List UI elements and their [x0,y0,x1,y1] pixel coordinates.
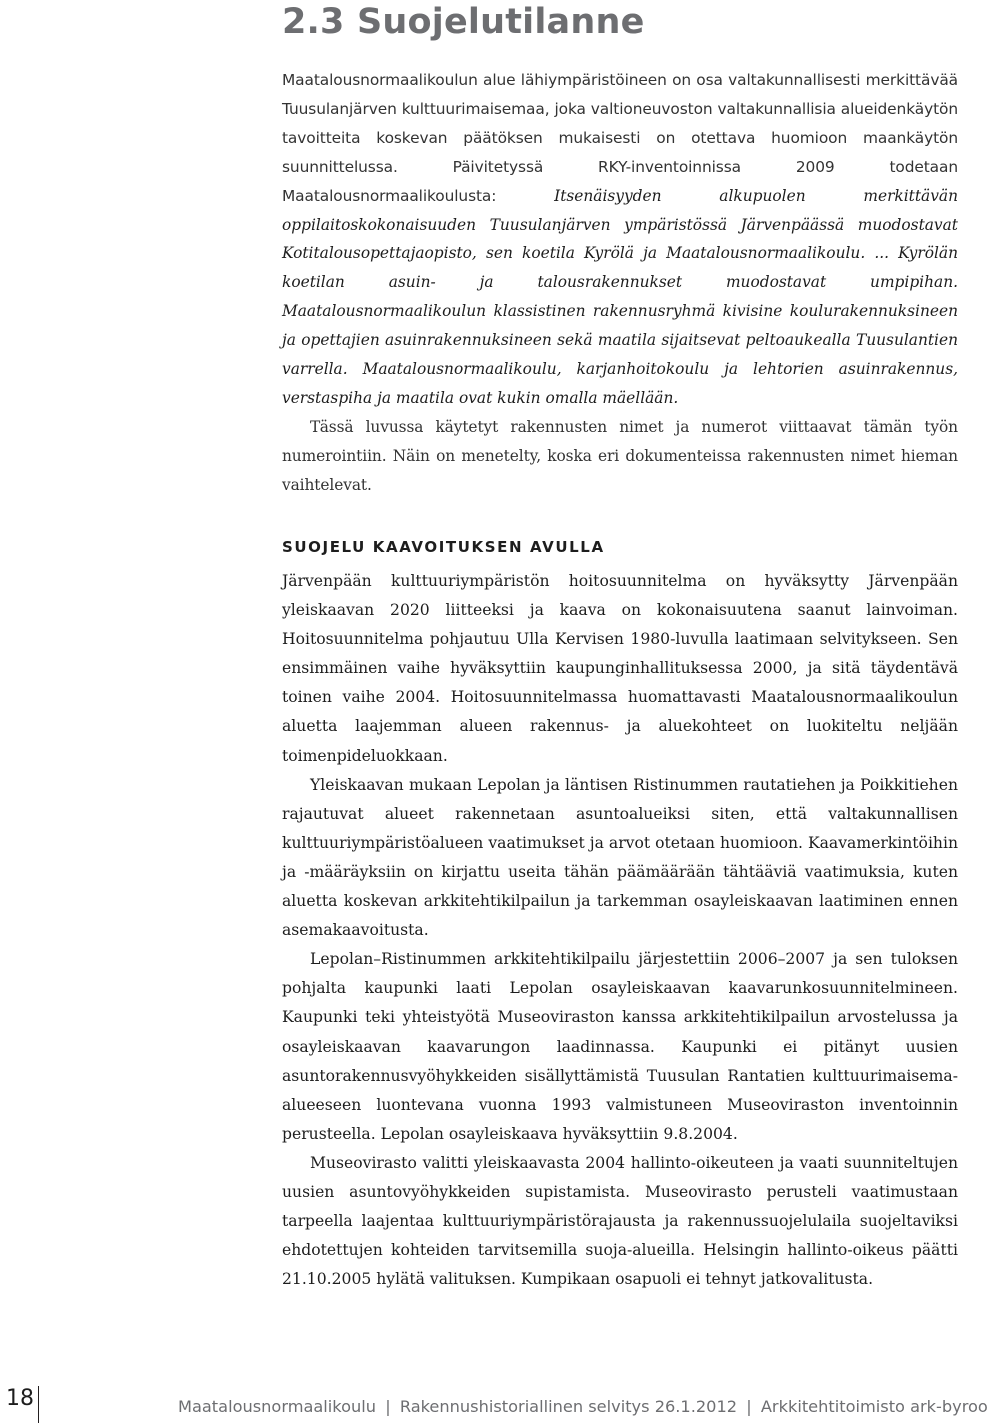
footer-report-title: Rakennushistoriallinen selvitys 26.1.2012 [399,1397,738,1416]
section-paragraph: Lepolan–Ristinummen arkkitehtikilpailu järjestettiin 2006–2007 ja sen tuloksen pohjalta kaupunki laati Lepolan osayleiskaavan kaavarunkosuunnitelmineen. Kaupunki teki yhteistyötä Museoviraston kanssa arkkitehtikilpailun arvostelussa ja osayleiskaavan kaavarungon laadinnassa. Kaupunki ei pitänyt uusien asuntorakennusvyöhykkeiden sisällyttämistä Tuusulan Rantatien kulttuurimaisema-alueeseen luontevana vuonna 1993 valmistuneen Museoviraston inventoinnin perusteella. Lepolan osayleiskaava hyväksyttiin 9.8.2004. [282,950,958,1143]
intro-paragraph [282,66,958,413]
section-paragraph: Järvenpään kulttuuriympäristön hoitosuunnitelma on hyväksytty Järvenpään yleiskaavan 2020 liitteeksi ja kaava on kokonaisuutena saanut lainvoiman. Hoitosuunnitelma pohjautuu Ulla Kervisen 1980-luvulla laatimaan selvitykseen. Sen ensimmäinen vaihe hyväksyttiin kaupunginhallituksessa 2000, ja sitä täydentävä toinen vaihe 2004. Hoitosuunnitelmassa huomattavasti Maatalousnormaalikoulun aluetta laajemman alueen rakennus- ja aluekohteet on luokiteltu neljään toimenpideluokkaan. [282,572,958,765]
intro-lead-text: Maatalousnormaalikoulun alue lähiympäristöineen on osa valtakunnallisesti merkittävää Tuusulanjärven kulttuurimaisemaa, joka valtioneuvoston valtakunnallisia alueidenkäytön tavoitteita koskevan päätöksen mukaisesti on otettava huomioon maankäytön suunnittelussa. Päivitetyssä RKY-inventoinnissa 2009 todetaan Maatalousnormaalikoulusta: [282,71,958,205]
running-footer [178,1397,988,1416]
footer-separator: | [385,1397,391,1416]
section-body [282,567,958,1294]
section-heading: SUOJELU KAAVOITUKSEN AVULLA [282,538,605,556]
rky-quote: Itsenäisyyden alkupuolen merkittävän oppilaitoskokonaisuuden Tuusulanjärven ympäristössä Järvenpäässä muodostavat Kotitalousopettajaopisto, sen koetila Kyrölä ja Maatalousnormaalikoulu. ... Kyrölän koetilan asuin- ja talousrakennukset muodostavat umpipihan. Maatalousnormaalikoulun klassistinen rakennusryhmä kivisine koulurakennuksineen ja opettajien asuinrakennuksineen sekä maatila sijaitsevat peltoaukealla Tuusulantien varrella. Maatalousnormaalikoulu, karjanhoitokoulu ja lehtorien asuinrakennus, verstaspiha ja maatila ovat kukin omalla mäellään. [282,186,958,407]
intro-text [282,66,958,500]
footer-divider [38,1386,39,1423]
page-number: 18 [6,1386,34,1411]
footer-author: Arkkitehtitoimisto ark-byroo [760,1397,988,1416]
footer-document-name: Maatalousnormaalikoulu [178,1397,377,1416]
section-paragraph: Yleiskaavan mukaan Lepolan ja läntisen Ristinummen rautatiehen ja Poikkitiehen rajautuvat alueet rakennetaan asuntoalueiksi siten, että valtakunnallisen kulttuuriympäristöalueen vaatimukset ja arvot otetaan huomioon. Kaavamerkintöihin ja -määräyksiin on kirjattu useita tähän päämäärään tähtääviä vaatimuksia, kuten aluetta koskevan arkkitehtikilpailun ja tarkemman osayleiskaavan laatiminen ennen asemakaavoitusta. [282,775,958,940]
footer-separator: | [746,1397,752,1416]
naming-note-paragraph: Tässä luvussa käytetyt rakennusten nimet ja numerot viittaavat tämän työn numerointiin. Näin on menetelty, koska eri dokumenteissa rakennusten nimet hieman vaihtelevat. [282,417,958,494]
section-paragraph: Museovirasto valitti yleiskaavasta 2004 hallinto-oikeuteen ja vaati suunniteltujen uusien asuntovyöhykkeiden supistamista. Museovirasto perusteli vaatimustaan tarpeella laajentaa kulttuuriympäristörajausta ja rakennussuojelulaila suojeltaviksi ehdotettujen kohteiden tarvitsemilla suoja-alueilla. Helsingin hallinto-oikeus päätti 21.10.2005 hylätä valituksen. Kumpikaan osapuoli ei tehnyt jatkovalitusta. [282,1153,958,1289]
page-title: 2.3 Suojelutilanne [282,2,645,42]
